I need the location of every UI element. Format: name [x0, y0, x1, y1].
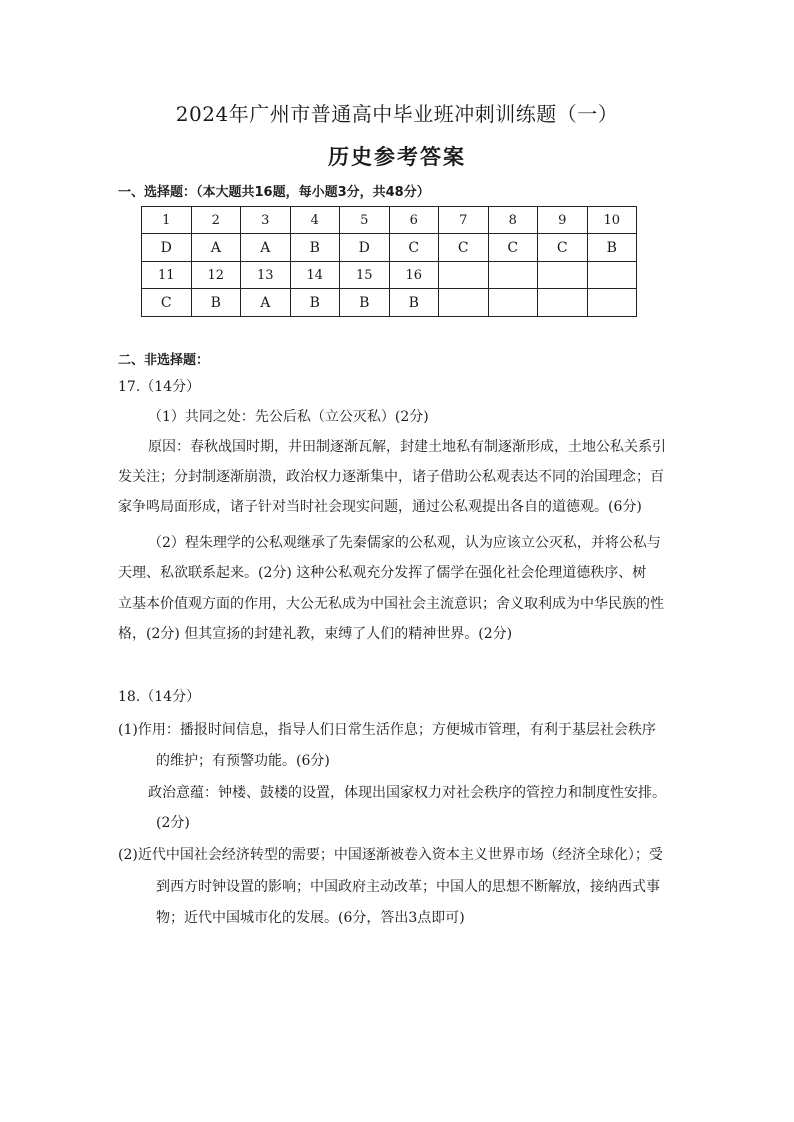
- table-cell: [538, 262, 588, 289]
- table-cell: C: [389, 234, 439, 262]
- table-row: [142, 262, 637, 289]
- q18-part2-line: (2)近代中国社会经济转型的需要；中国逐渐被卷入资本主义世界市场（经济全球化）；受: [118, 847, 663, 863]
- section-2-heading: 二、非选择题：: [118, 353, 210, 368]
- table-cell: 2: [191, 207, 241, 234]
- table-cell: 9: [538, 207, 588, 234]
- table-cell: 11: [142, 262, 192, 289]
- table-cell: A: [191, 234, 241, 262]
- table-cell: 14: [290, 262, 340, 289]
- table-cell: C: [538, 234, 588, 262]
- table-cell: 13: [241, 262, 291, 289]
- table-cell: [439, 262, 489, 289]
- table-cell: B: [587, 234, 637, 262]
- table-cell: A: [241, 234, 291, 262]
- answer-table: [141, 206, 637, 317]
- table-cell: B: [389, 289, 439, 317]
- table-row: [142, 289, 637, 317]
- q18-part2-line: 物；近代中国城市化的发展。(6分，答出3点即可): [156, 910, 465, 926]
- table-cell: D: [340, 234, 390, 262]
- table-cell: D: [142, 234, 192, 262]
- table-cell: 4: [290, 207, 340, 234]
- q17-part2-line: （2）程朱理学的公私观继承了先秦儒家的公私观，认为应该立公灭私，并将公私与: [148, 535, 661, 551]
- table-cell: [587, 289, 637, 317]
- table-cell: 6: [389, 207, 439, 234]
- table-cell: [439, 289, 489, 317]
- table-cell: B: [340, 289, 390, 317]
- q18-header: 18.（14分）: [118, 689, 201, 705]
- q17-header: 17.（14分）: [118, 379, 201, 395]
- table-cell: 1: [142, 207, 192, 234]
- q18-politics-line: (2分): [156, 815, 190, 831]
- document-subtitle: 历史参考答案: [328, 144, 466, 169]
- table-cell: 3: [241, 207, 291, 234]
- q17-part1: （1）共同之处：先公后私（立公灭私）(2分): [148, 409, 429, 425]
- q17-reason-line: 原因：春秋战国时期，井田制逐渐瓦解，封建土地私有制逐渐形成，土地公私关系引: [148, 439, 666, 455]
- q17-part2-line: 立基本价值观方面的作用，大公无私成为中国社会主流意识；舍义取利成为中华民族的性: [118, 596, 664, 612]
- table-cell: C: [142, 289, 192, 317]
- table-cell: B: [191, 289, 241, 317]
- q18-part1-line: (1)作用：播报时间信息，指导人们日常生活作息；方便城市管理，有利于基层社会秩序: [118, 722, 656, 738]
- table-row: [142, 234, 637, 262]
- table-cell: B: [290, 234, 340, 262]
- q17-part2-line: 格，(2分) 但其宣扬的封建礼教，束缚了人们的精神世界。(2分): [118, 626, 513, 642]
- section-1-heading: 一、选择题：（本大题共16题，每小题3分，共48分）: [118, 185, 430, 200]
- table-cell: 16: [389, 262, 439, 289]
- table-cell: [538, 289, 588, 317]
- q18-part2-line: 到西方时钟设置的影响；中国政府主动改革；中国人的思想不断解放，接纳西式事: [156, 879, 660, 895]
- q17-reason-line: 发关注；分封制逐渐崩溃，政治权力逐渐集中，诸子借助公私观表达不同的治国理念；百: [118, 469, 664, 485]
- table-cell: [587, 262, 637, 289]
- q17-reason-line: 家争鸣局面形成，诸子针对当时社会现实问题，通过公私观提出各自的道德观。(6分): [118, 499, 642, 515]
- table-cell: C: [439, 234, 489, 262]
- table-cell: B: [290, 289, 340, 317]
- table-cell: 5: [340, 207, 390, 234]
- q18-part1-line: 的维护；有预警功能。(6分): [156, 753, 330, 769]
- table-cell: 10: [587, 207, 637, 234]
- document-title: 2024年广州市普通高中毕业班冲刺训练题（一）: [175, 102, 619, 126]
- table-cell: [488, 289, 538, 317]
- table-row: [142, 207, 637, 234]
- table-cell: 7: [439, 207, 489, 234]
- table-cell: 8: [488, 207, 538, 234]
- table-cell: 15: [340, 262, 390, 289]
- table-cell: C: [488, 234, 538, 262]
- table-cell: 12: [191, 262, 241, 289]
- table-cell: [488, 262, 538, 289]
- q17-part2-line: 天理、私欲联系起来。(2分) 这种公私观充分发挥了儒学在强化社会伦理道德秩序、树: [118, 565, 647, 581]
- q18-politics-line: 政治意蕴：钟楼、鼓楼的设置，体现出国家权力对社会秩序的管控力和制度性安排。: [148, 785, 666, 801]
- table-cell: A: [241, 289, 291, 317]
